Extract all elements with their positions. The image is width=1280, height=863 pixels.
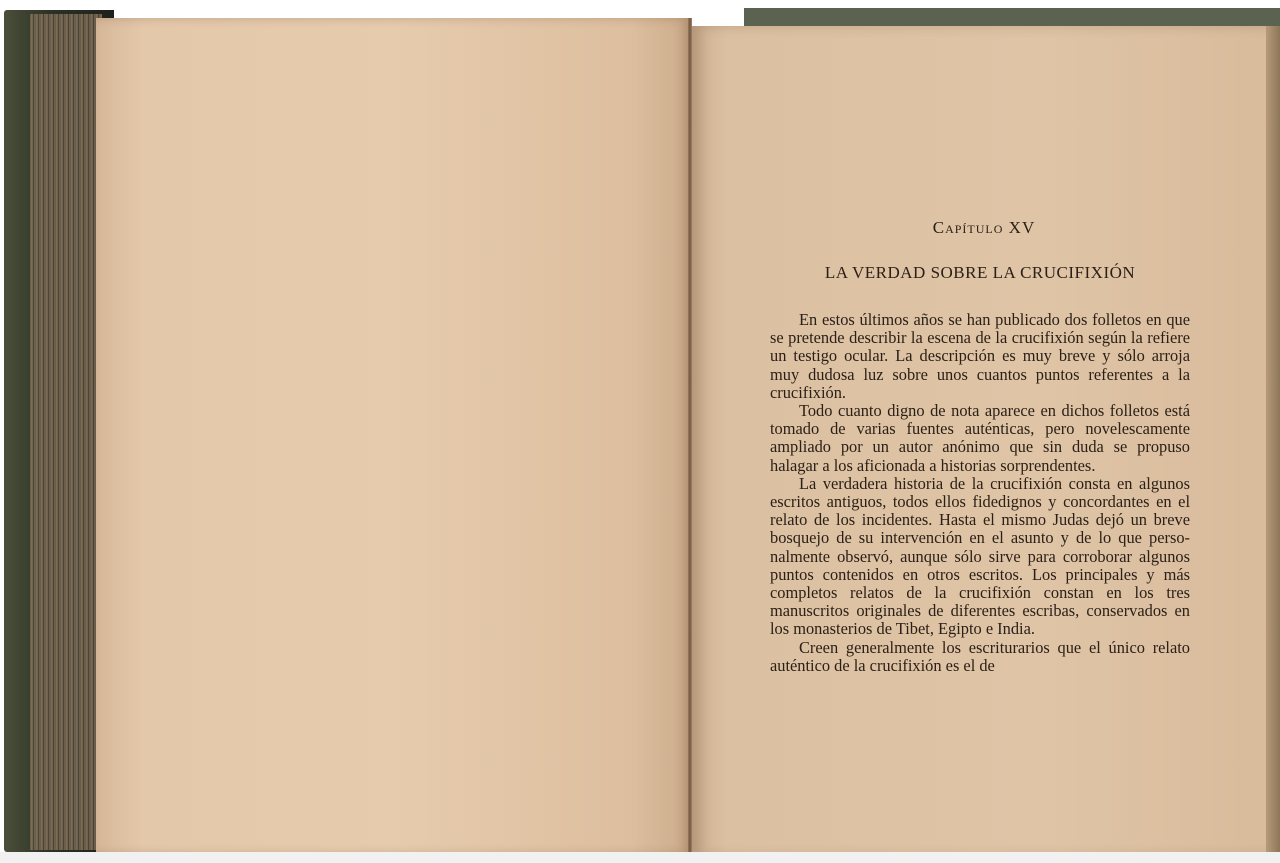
- chapter-label: Capítulo: [932, 218, 1004, 237]
- right-top-band: [744, 8, 1280, 26]
- paragraph: Creen generalmente los escriturarios que el único relato auténtico de la crucifixión es el de: [770, 637, 1190, 675]
- paragraph: La verdadera historia de la crucifixión consta en algunos escritos antiguos, todos ellos fidedignos y concordantes en el relato de los incidentes. Hasta el mismo Judas dejó un breve bosquejo de su intervención en el asunto y de lo que personalmente observó, aunque sólo sirve para corroborar algunos puntos contenidos en otros escritos. Los principales y más completos relatos de la crucifixión constan en los tres manuscritos originales de diferentes escribas, conservados en los monasterios de Tibet, Egipto e India.: [770, 473, 1190, 639]
- body-text: [770, 311, 1190, 675]
- left-page: [96, 18, 690, 854]
- paragraph: Todo cuanto digno de nota aparece en dichos folletos está tomado de varias fuentes auténticas, pero novelescamente ampliado por un autor anónimo que sin duda se propuso halagar a los aficionada a historias sorprendentes.: [770, 401, 1190, 475]
- right-page-text: [770, 218, 1190, 675]
- paragraph: En estos últimos años se han publicado dos folletos en que se pretende describir la escena de la crucifixión según la refiere un testigo ocular. La descripción es muy breve y sólo arroja muy dudosa luz sobre unos cuantos puntos referentes a la crucifixión.: [770, 310, 1190, 402]
- page-edges: [30, 14, 102, 850]
- chapter-title: LA VERDAD SOBRE LA CRUCIFIXIÓN: [824, 263, 1136, 282]
- bottom-strip: [0, 852, 1280, 863]
- right-page-edge: [1266, 26, 1280, 856]
- chapter-number: XV: [1008, 218, 1036, 237]
- chapter-heading: [770, 218, 1190, 238]
